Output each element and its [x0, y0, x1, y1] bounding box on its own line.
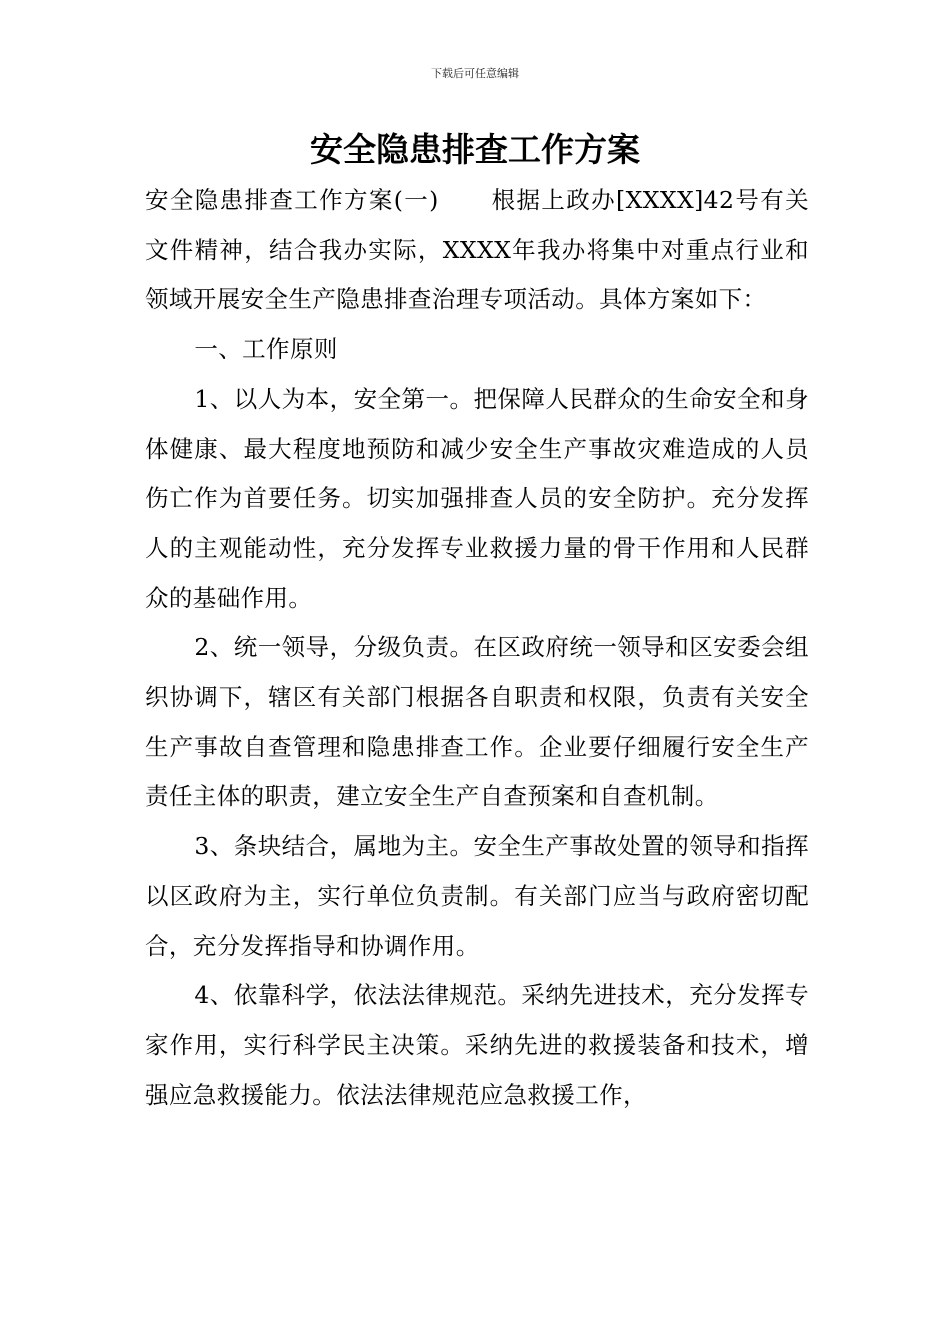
section-heading: 一、工作原则 [194, 335, 338, 364]
principle-paragraph-4: 4、依靠科学，依法法律规范。采纳先进技术，充分发挥专家作用，实行科学民主决策。采纳先进的救援装备和技术，增强应急救援能力。依法法律规范应急救援工作， [145, 981, 809, 1109]
intro-heading: 安全隐患排查工作方案(一) [145, 186, 439, 214]
principle-paragraph-2: 2、统一领导，分级负责。在区政府统一领导和区安委会组织协调下，辖区有关部门根据各自职责和权限，负责有关安全生产事故自查管理和隐患排查工作。企业要仔细履行安全生产责任主体的职责，建立安全生产自查预案和自查机制。 [145, 633, 809, 811]
intro-paragraph [145, 176, 809, 325]
principle-paragraph-3: 3、条块结合，属地为主。安全生产事故处置的领导和指挥以区政府为主，实行单位负责制。有关部门应当与政府密切配合，充分发挥指导和协调作用。 [145, 832, 809, 960]
document-body [145, 176, 809, 1120]
document-title: 安全隐患排查工作方案 [310, 130, 640, 169]
intro-text: 根据上政办[XXXX]42号有关文件精神，结合我办实际，XXXX年我办将集中对重点行业和领域开展安全生产隐患排查治理专项活动。具体方案如下： [145, 186, 810, 314]
principle-paragraph-1: 1、以人为本，安全第一。把保障人民群众的生命安全和身体健康、最大程度地预防和减少安全生产事故灾难造成的人员伤亡作为首要任务。切实加强排查人员的安全防护。充分发挥人的主观能动性，充分发挥专业救援力量的骨干作用和人民群众的基础作用。 [145, 384, 809, 612]
page-header-note: 下载后可任意编辑 [431, 67, 519, 80]
